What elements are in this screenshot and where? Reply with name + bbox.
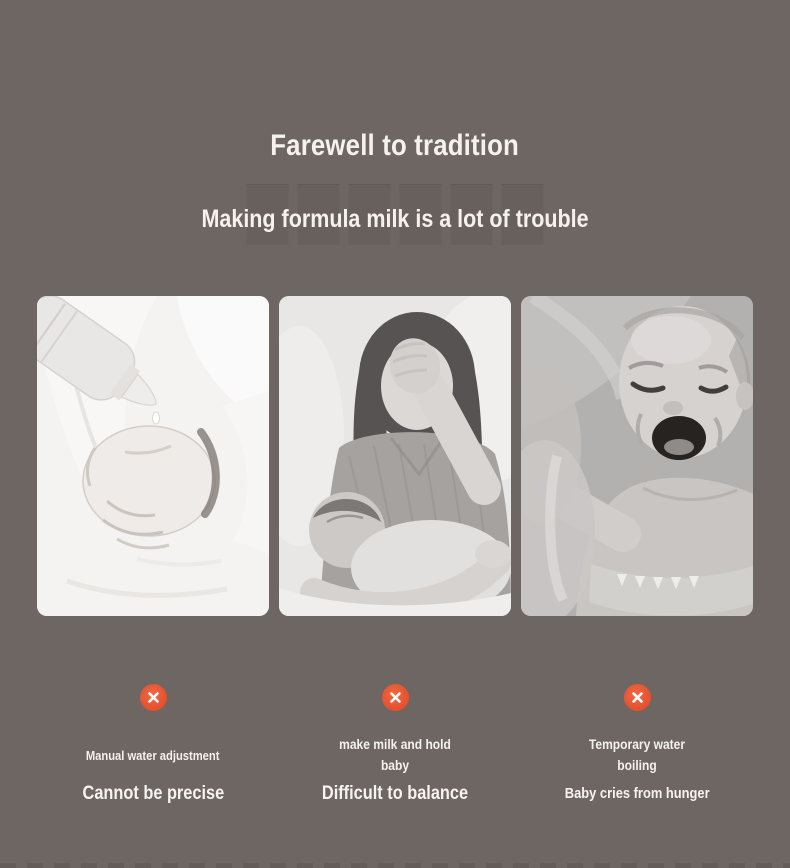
- page-subtitle: [0, 202, 790, 236]
- photo-tired-mother-illustration: [279, 296, 511, 616]
- problem-headline: Cannot be precise: [82, 783, 224, 804]
- photo-crying-hungry-baby: [521, 296, 753, 616]
- photo-testing-milk-on-hand: [37, 296, 269, 616]
- cross-icon-glyph: [147, 691, 160, 704]
- problem-caption: Manual water adjustment: [86, 747, 220, 763]
- cross-icon-glyph: [389, 691, 402, 704]
- cross-icon: [624, 684, 651, 711]
- photo-tired-mother-holding-baby: [279, 296, 511, 616]
- page-title: [0, 129, 790, 163]
- problem-headline: Baby cries from hunger: [564, 785, 710, 802]
- cross-icon: [382, 684, 409, 711]
- problem-column-water-boiling: [521, 684, 753, 807]
- problem-caption: make milk and hold baby: [339, 736, 451, 773]
- page-subtitle-text: Making formula milk is a lot of trouble: [201, 205, 589, 233]
- next-section-edge: [0, 863, 790, 868]
- cross-icon-glyph: [631, 691, 644, 704]
- photo-testing-milk-on-hand-illustration: [37, 296, 269, 616]
- problem-column-manual-water: [37, 684, 269, 807]
- photo-row: [37, 296, 753, 616]
- problem-list: [37, 684, 753, 807]
- photo-crying-baby-illustration: [521, 296, 753, 616]
- problem-caption: Temporary water boiling: [588, 736, 686, 773]
- cross-icon: [140, 684, 167, 711]
- problem-headline: Difficult to balance: [321, 783, 469, 804]
- problem-column-hold-baby: [279, 684, 511, 807]
- page-title-text: Farewell to tradition: [270, 129, 520, 162]
